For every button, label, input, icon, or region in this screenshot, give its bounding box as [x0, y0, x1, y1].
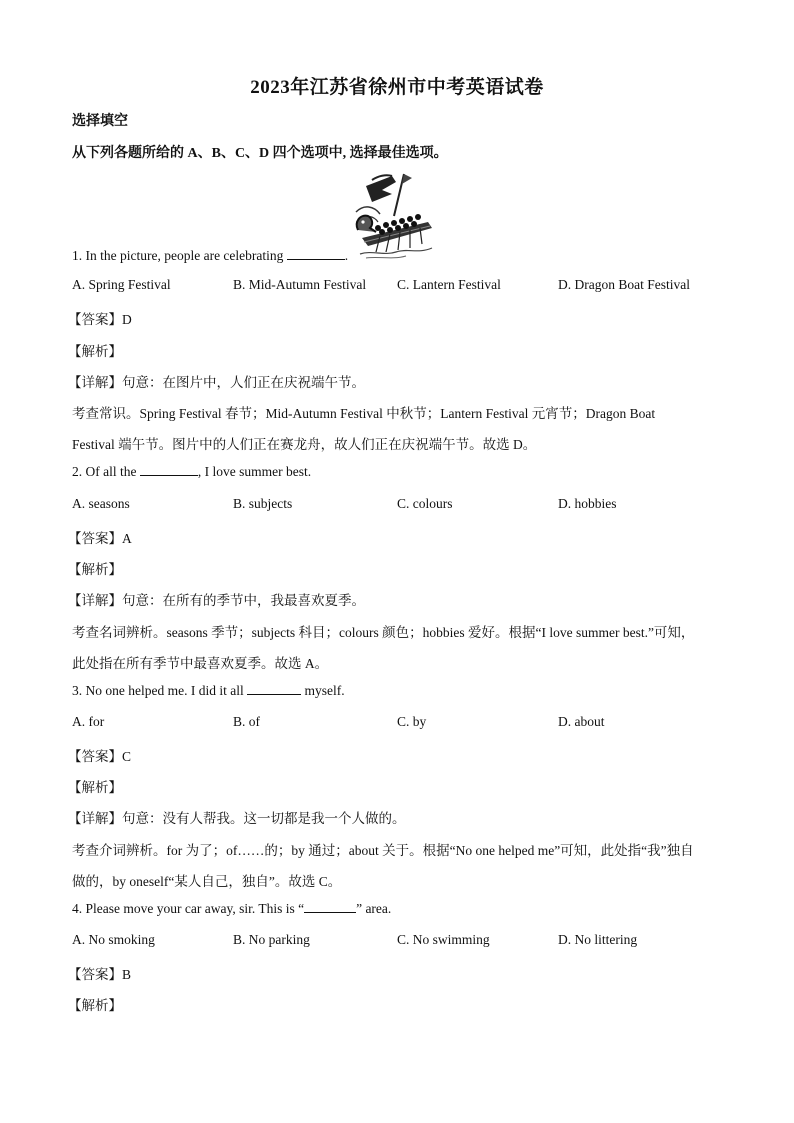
question-1-stem: 1. In the picture, people are celebrating . [72, 248, 349, 263]
q4-option-b: B. No parking [233, 932, 310, 947]
q1-analysis-line-1: 考查常识。Spring Festival 春节；Mid-Autumn Festival 中秋节；Lantern Festival 元宵节；Dragon Boat [72, 406, 656, 421]
q2-analysis-line-1: 考查名词辨析。seasons 季节；subjects 科目；colours 颜色；hobbies 爱好。根据“I love summer best.”可知， [72, 625, 695, 640]
section-title: 选择填空 [72, 114, 128, 129]
q1-detail: 【详解】句意：在图片中，人们正在庆祝端午节。 [68, 375, 365, 390]
q2-detail: 【详解】句意：在所有的季节中，我最喜欢夏季。 [68, 593, 365, 608]
q2-option-a: A. seasons [72, 496, 130, 511]
q3-option-c: C. by [397, 714, 427, 729]
q4-answer: 【答案】B [68, 967, 132, 982]
answer-blank [304, 901, 356, 913]
q2-option-b: B. subjects [233, 496, 293, 511]
page-title: 2023年江苏省徐州市中考英语试卷 [250, 77, 544, 98]
q1-option-c: C. Lantern Festival [397, 277, 501, 292]
q3-analysis-line-2: 做的，by oneself“某人自己，独自”。故选 C。 [72, 874, 342, 889]
q2-analysis-line-2: 此处指在所有季节中最喜欢夏季。故选 A。 [72, 656, 329, 671]
answer-blank [140, 464, 198, 476]
q2-option-d: D. hobbies [558, 496, 617, 511]
q3-jiexi: 【解析】 [68, 780, 122, 795]
answer-blank [287, 248, 345, 260]
q4-option-a: A. No smoking [72, 932, 155, 947]
q2-option-c: C. colours [397, 496, 453, 511]
q1-option-a: A. Spring Festival [72, 277, 171, 292]
question-3-stem: 3. No one helped me. I did it all myself. [72, 683, 345, 698]
q1-answer: 【答案】D [68, 312, 132, 327]
q3-answer: 【答案】C [68, 749, 132, 764]
q3-option-b: B. of [233, 714, 260, 729]
question-2-stem: 2. Of all the , I love summer best. [72, 464, 312, 479]
q3-option-d: D. about [558, 714, 605, 729]
q3-analysis-line-1: 考查介词辨析。for 为了；of……的；by 通过；about 关于。根据“No one helped me”可知，此处指“我”独自 [72, 843, 694, 858]
q4-option-d: D. No littering [558, 932, 638, 947]
dragon-boat-picture [352, 172, 436, 260]
q2-jiexi: 【解析】 [68, 562, 122, 577]
q1-option-b: B. Mid-Autumn Festival [233, 277, 367, 292]
q1-analysis-line-2: Festival 端午节。图片中的人们正在赛龙舟，故人们正在庆祝端午节。故选 D。 [72, 437, 537, 452]
answer-blank [247, 683, 301, 695]
q3-option-a: A. for [72, 714, 105, 729]
q1-option-d: D. Dragon Boat Festival [558, 277, 690, 292]
q3-detail: 【详解】句意：没有人帮我。这一切都是我一个人做的。 [68, 811, 406, 826]
q4-jiexi: 【解析】 [68, 998, 122, 1013]
question-4-stem: 4. Please move your car away, sir. This is “ ” area. [72, 901, 392, 916]
q4-option-c: C. No swimming [397, 932, 490, 947]
q2-answer: 【答案】A [68, 531, 132, 546]
q1-jiexi: 【解析】 [68, 344, 122, 359]
instruction: 从下列各题所给的 A、B、C、D 四个选项中, 选择最佳选项。 [72, 146, 448, 161]
